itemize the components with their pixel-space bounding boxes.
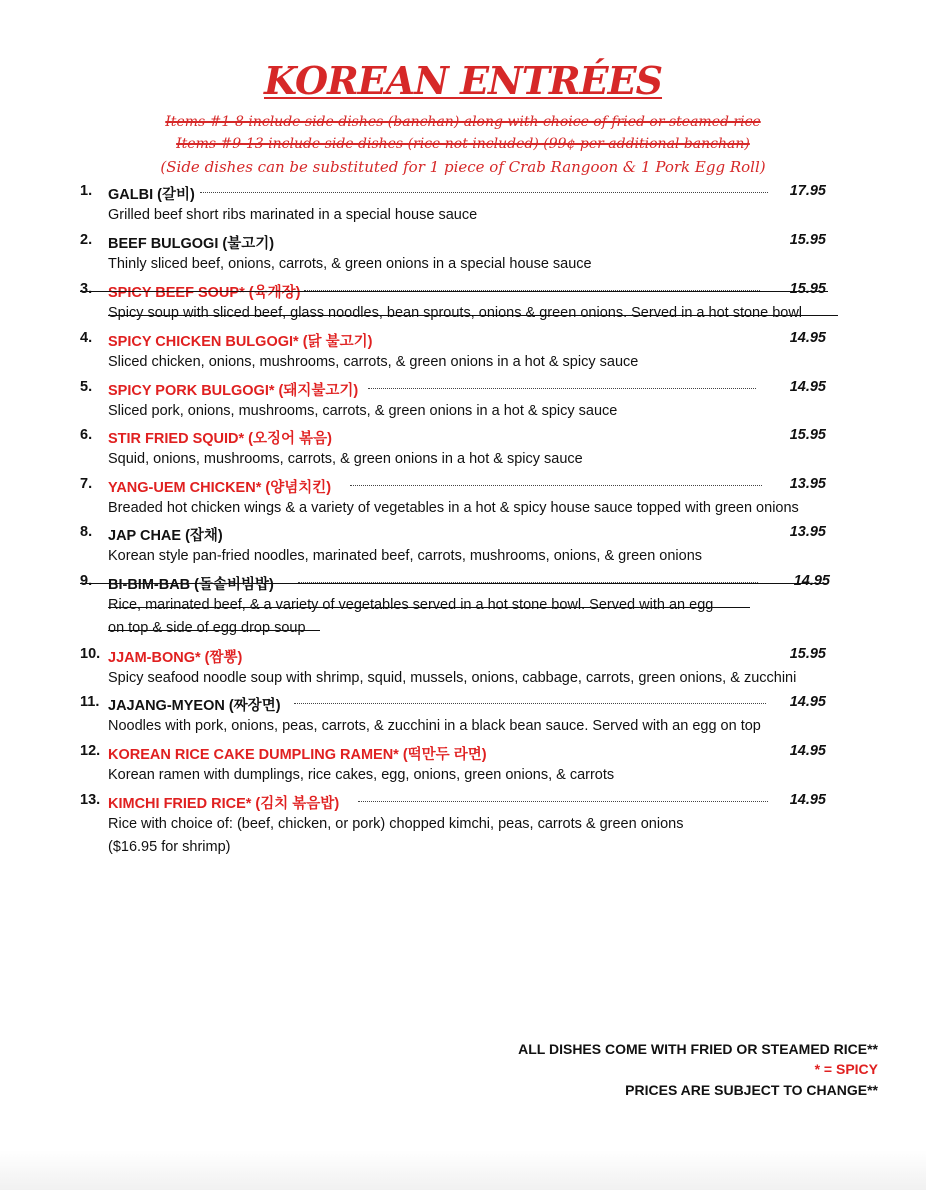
item-price: 13.95 <box>789 524 826 540</box>
item-number: 8. <box>80 524 93 540</box>
leader-dots <box>368 388 756 389</box>
price-change-note: PRICES ARE SUBJECT TO CHANGE** <box>625 1082 878 1098</box>
item-number: 1. <box>80 183 93 199</box>
rice-included-note: ALL DISHES COME WITH FRIED OR STEAMED RICE** <box>518 1041 878 1057</box>
item-number: 7. <box>80 476 93 492</box>
item-number: 3. <box>80 281 93 297</box>
item-name: JJAM-BONG* (짬뽕) <box>108 650 243 666</box>
item-name: BI-BIM-BAB (돌솥비빔밥) <box>108 577 274 593</box>
item-number: 13. <box>80 792 101 808</box>
item-price: 14.95 <box>793 573 830 589</box>
spicy-legend: * = SPICY <box>814 1061 878 1077</box>
item-number: 11. <box>80 694 100 710</box>
item-description: Rice, marinated beef, & a variety of vegetables served in a hot stone bowl. Served with an egg <box>108 597 714 613</box>
item-name: SPICY PORK BULGOGI* (돼지불고기) <box>108 383 359 399</box>
item-price: 17.95 <box>789 183 826 199</box>
item-number: 4. <box>80 330 93 346</box>
item-number: 9. <box>80 573 93 589</box>
item-name: KOREAN RICE CAKE DUMPLING RAMEN* (떡만두 라면) <box>108 747 487 763</box>
item-description-continued: ($16.95 for shrimp) <box>108 839 231 855</box>
strike-through-line <box>80 291 828 292</box>
item-description: Grilled beef short ribs marinated in a special house sauce <box>108 207 478 223</box>
item-price: 15.95 <box>789 281 826 297</box>
item-price: 14.95 <box>789 743 826 759</box>
leader-dots <box>350 485 762 486</box>
item-description: Squid, onions, mushrooms, carrots, & green onions in a hot & spicy sauce <box>108 451 583 467</box>
item-name: KIMCHI FRIED RICE* (김치 볶음밥) <box>108 796 340 812</box>
item-name: BEEF BULGOGI (불고기) <box>108 236 275 252</box>
leader-dots <box>200 192 768 193</box>
leader-dots <box>358 801 768 802</box>
item-name: SPICY BEEF SOUP* (육개장) <box>108 285 301 301</box>
banchan-note-2: Items #9-13 include side dishes (rice not included) (99¢ per additional banchan) <box>176 136 750 152</box>
item-description: Sliced chicken, onions, mushrooms, carrots, & green onions in a hot & spicy sauce <box>108 354 639 370</box>
leader-dots <box>294 703 766 704</box>
item-price: 14.95 <box>789 330 826 346</box>
item-price: 13.95 <box>789 476 826 492</box>
item-name: SPICY CHICKEN BULGOGI* (닭 불고기) <box>108 334 373 350</box>
page-bottom-shade <box>0 1150 926 1190</box>
item-name: GALBI (갈비) <box>108 187 195 203</box>
item-description: Spicy soup with sliced beef, glass noodles, bean sprouts, onions & green onions. Served in a hot stone bowl <box>108 305 803 321</box>
item-description: Breaded hot chicken wings & a variety of vegetables in a hot & spicy house sauce topped with green onions <box>108 500 799 516</box>
item-description: Sliced pork, onions, mushrooms, carrots, & green onions in a hot & spicy sauce <box>108 403 618 419</box>
item-number: 6. <box>80 427 93 443</box>
item-description: Thinly sliced beef, onions, carrots, & green onions in a special house sauce <box>108 256 592 272</box>
item-description: Noodles with pork, onions, peas, carrots, & zucchini in a black bean sauce. Served with an egg on top <box>108 718 761 734</box>
item-price: 15.95 <box>789 232 826 248</box>
item-description: Korean ramen with dumplings, rice cakes, egg, onions, green onions, & carrots <box>108 767 615 783</box>
page-title: KOREAN ENTRÉES <box>263 58 663 103</box>
item-price: 14.95 <box>789 694 826 710</box>
item-price: 14.95 <box>789 379 826 395</box>
strike-through-line <box>108 630 320 631</box>
substitution-note: (Side dishes can be substituted for 1 piece of Crab Rangoon & 1 Pork Egg Roll) <box>160 158 766 176</box>
banchan-note-1: Items #1-8 include side dishes (banchan) along with choice of fried or steamed rice <box>165 114 761 130</box>
item-number: 2. <box>80 232 93 248</box>
strike-through-line <box>108 315 838 316</box>
item-name: JAJANG-MYEON (짜장면) <box>108 698 281 714</box>
item-number: 10. <box>80 646 101 662</box>
item-name: STIR FRIED SQUID* (오징어 볶음) <box>108 431 332 447</box>
item-description-continued: on top & side of egg drop soup <box>108 620 306 636</box>
item-description: Korean style pan-fried noodles, marinated beef, carrots, mushrooms, onions, & green onions <box>108 548 703 564</box>
item-number: 12. <box>80 743 101 759</box>
item-description: Spicy seafood noodle soup with shrimp, squid, mussels, onions, cabbage, carrots, green onions, & zucchini <box>108 670 797 686</box>
item-price: 15.95 <box>789 646 826 662</box>
strike-through-line <box>80 583 828 584</box>
item-price: 15.95 <box>789 427 826 443</box>
item-number: 5. <box>80 379 93 395</box>
item-name: JAP CHAE (잡채) <box>108 528 223 544</box>
item-description: Rice with choice of: (beef, chicken, or pork) chopped kimchi, peas, carrots & green onions <box>108 816 684 832</box>
item-price: 14.95 <box>789 792 826 808</box>
item-name: YANG-UEM CHICKEN* (양념치킨) <box>108 480 332 496</box>
strike-through-line <box>108 607 750 608</box>
